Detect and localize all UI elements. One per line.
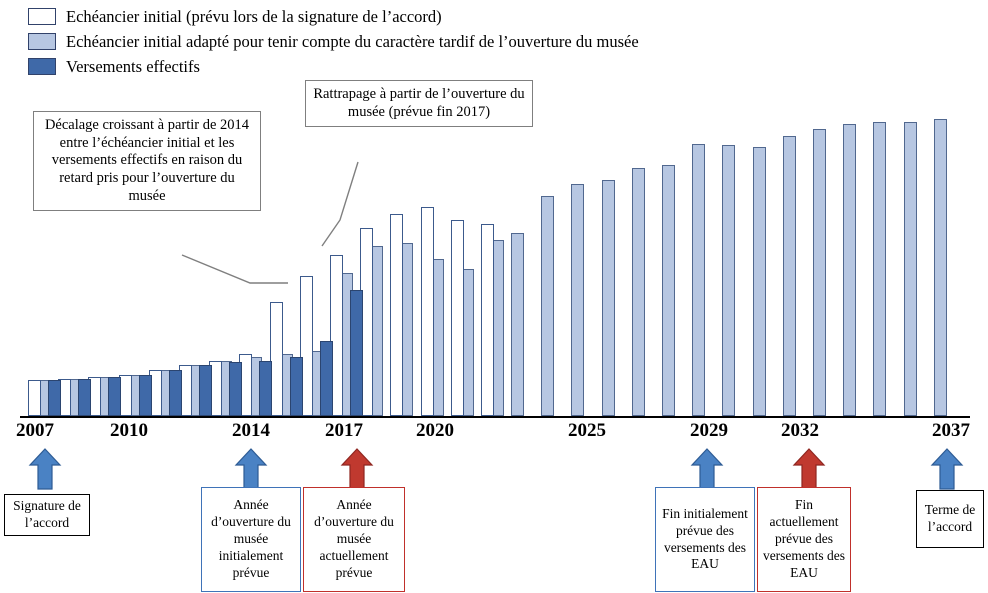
bar-actual-2010	[139, 375, 152, 416]
bar-actual-2008	[78, 379, 91, 417]
bar-initial-2019	[390, 214, 403, 416]
year-label-2007: 2007	[16, 420, 54, 441]
bar-adapted-2029	[692, 144, 705, 416]
bar-initial-2022	[481, 224, 494, 416]
bar-adapted-2030	[722, 145, 735, 416]
bar-adapted-2025	[571, 184, 584, 416]
year-label-2029: 2029	[690, 420, 728, 441]
bar-adapted-2028	[662, 165, 675, 416]
bar-adapted-2026	[602, 180, 615, 416]
year-label-2032: 2032	[781, 420, 819, 441]
marker-box-terme: Terme de l’accord	[916, 490, 984, 548]
marker-box-fin-actuelle: Fin actuellement prévue des versements des EAU	[757, 487, 851, 592]
legend-item-initial	[28, 4, 639, 29]
callout-leader-rattrapage	[318, 160, 378, 250]
legend-label-initial: Echéancier initial (prévu lors de la signature de l’accord)	[66, 6, 442, 26]
arrow-ouverture-actuelle	[340, 448, 374, 490]
chart-baseline	[20, 416, 970, 418]
year-label-2037: 2037	[932, 420, 970, 441]
bar-adapted-2027	[632, 168, 645, 416]
bar-actual-2015	[290, 357, 303, 416]
bar-adapted-2024	[541, 196, 554, 416]
bar-adapted-2031	[753, 147, 766, 416]
legend-label-actual: Versements effectifs	[66, 56, 200, 76]
bar-initial-2021	[451, 220, 464, 416]
year-label-2010: 2010	[110, 420, 148, 441]
arrow-fin-initiale	[690, 448, 724, 490]
annotation-rattrapage: Rattrapage à partir de l’ouverture du musée (prévue fin 2017)	[305, 80, 533, 127]
bar-actual-2012	[199, 365, 212, 416]
year-label-2020: 2020	[416, 420, 454, 441]
year-label-2017: 2017	[325, 420, 363, 441]
bar-actual-2007	[48, 380, 61, 416]
legend-item-adapted	[28, 29, 639, 54]
bar-initial-2007	[28, 380, 41, 416]
year-label-2025: 2025	[568, 420, 606, 441]
arrow-signature	[28, 448, 62, 490]
bar-adapted-2023	[511, 233, 524, 416]
callout-leader-decalage	[180, 253, 290, 293]
bar-initial-2020	[421, 207, 434, 416]
bar-adapted-2036	[904, 122, 917, 416]
bar-actual-2014	[259, 361, 272, 416]
bar-adapted-2032	[783, 136, 796, 416]
bar-adapted-2034	[843, 124, 856, 416]
bar-adapted-2033	[813, 129, 826, 416]
legend-item-actual	[28, 54, 639, 79]
legend-label-adapted: Echéancier initial adapté pour tenir compte du caractère tardif de l’ouverture du musée	[66, 31, 639, 51]
marker-box-ouverture-prevue: Année d’ouverture du musée initialement prévue	[201, 487, 301, 592]
bar-actual-2013	[229, 362, 242, 416]
year-label-2014: 2014	[232, 420, 270, 441]
legend-swatch-adapted	[28, 33, 56, 50]
marker-box-ouverture-actuelle: Année d’ouverture du musée actuellement prévue	[303, 487, 405, 592]
bar-actual-2011	[169, 370, 182, 416]
bar-adapted-2035	[873, 122, 886, 416]
chart-legend	[28, 4, 639, 79]
bar-actual-2016	[320, 341, 333, 416]
bar-actual-2009	[108, 377, 121, 416]
bar-adapted-2037	[934, 119, 947, 416]
annotation-decalage: Décalage croissant à partir de 2014 entre l’échéancier initial et les versements effectifs en raison du retard pris pour l’ouverture du musée	[33, 111, 261, 211]
bar-actual-2017	[350, 290, 363, 416]
arrow-fin-actuelle	[792, 448, 826, 490]
arrow-terme	[930, 448, 964, 490]
legend-swatch-initial	[28, 8, 56, 25]
x-axis-year-labels	[0, 420, 988, 446]
arrow-ouverture-prevue	[234, 448, 268, 490]
legend-swatch-actual	[28, 58, 56, 75]
marker-box-signature: Signature de l’accord	[4, 494, 90, 536]
marker-box-fin-initiale: Fin initialement prévue des versements des EAU	[655, 487, 755, 592]
